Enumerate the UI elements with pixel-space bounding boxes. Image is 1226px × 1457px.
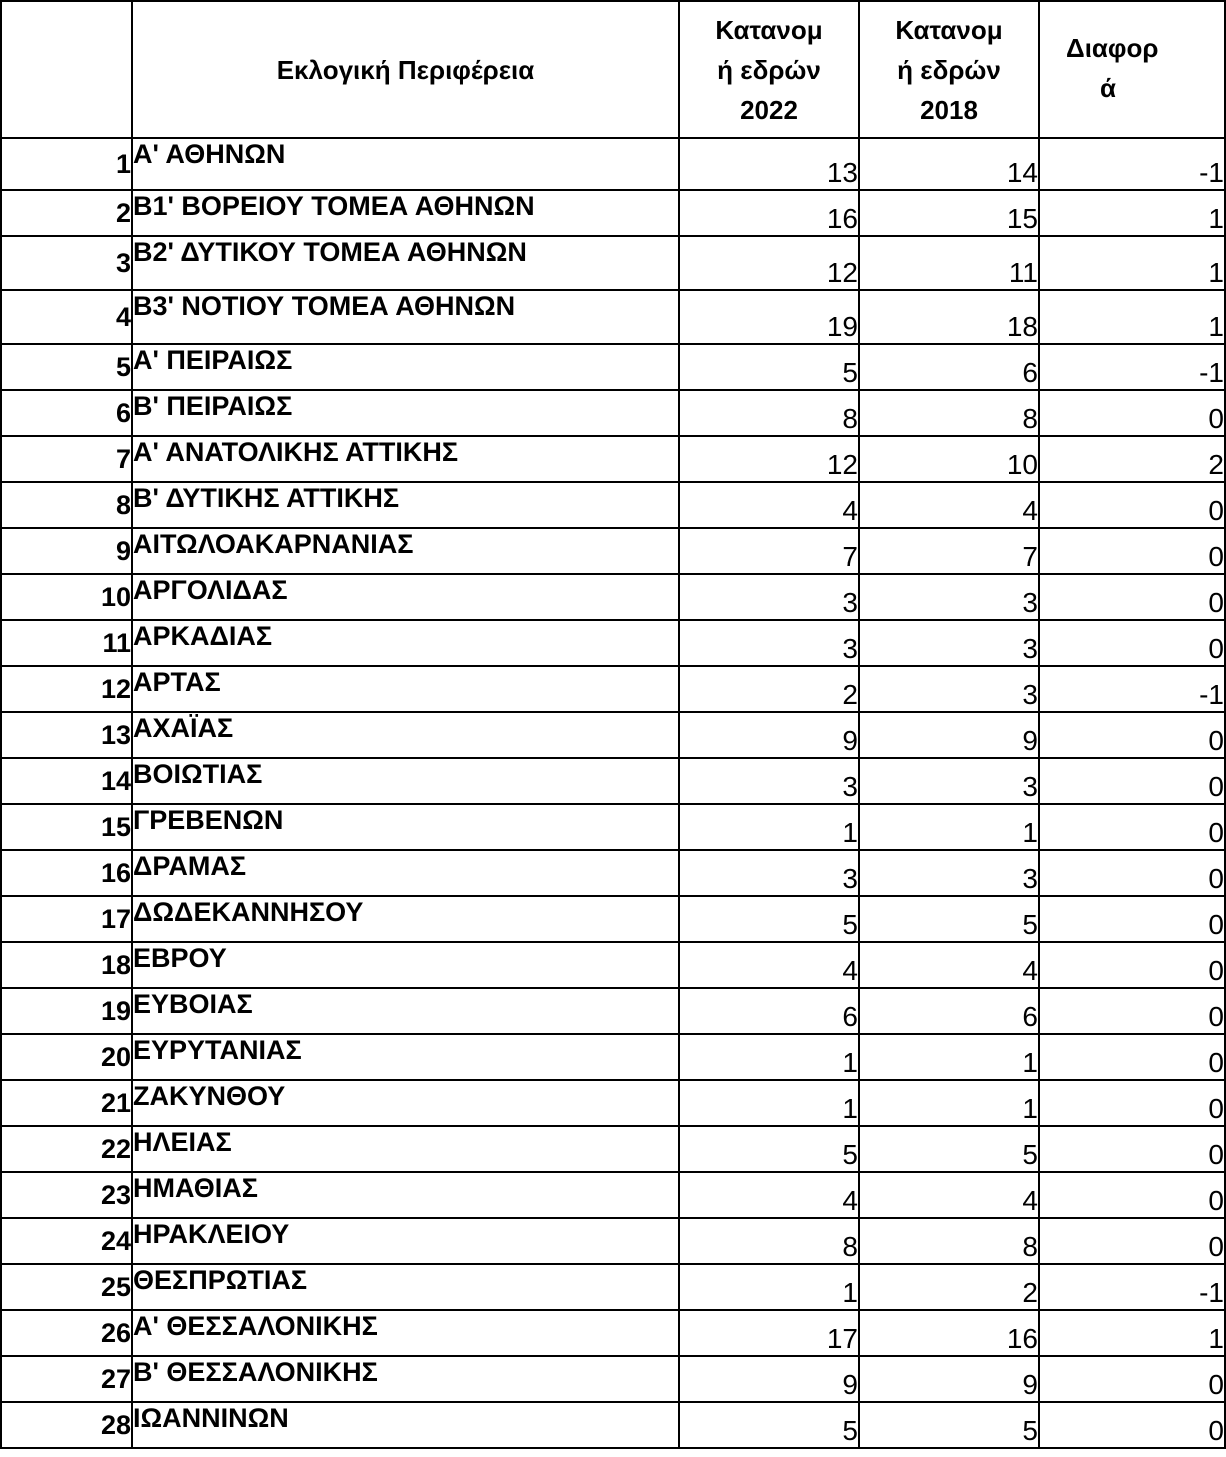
header-seats-2018 [859, 1, 1039, 138]
row-region-name: Α' ΠΕΙΡΑΙΩΣ [132, 344, 679, 390]
row-region-name: Α' ΑΘΗΝΩΝ [132, 138, 679, 190]
table-row [1, 942, 1225, 988]
row-index: 13 [1, 712, 132, 758]
row-seats-2018: 14 [859, 138, 1039, 190]
row-region-name: Α' ΘΕΣΣΑΛΟΝΙΚΗΣ [132, 1310, 679, 1356]
row-difference: 2 [1039, 436, 1225, 482]
table-row [1, 620, 1225, 666]
row-difference: 0 [1039, 1402, 1225, 1448]
row-seats-2022: 3 [679, 850, 859, 896]
row-region-name: ΗΜΑΘΙΑΣ [132, 1172, 679, 1218]
header-seats-2018-line: ή εδρών [897, 54, 1001, 85]
row-index: 8 [1, 482, 132, 528]
row-index: 28 [1, 1402, 132, 1448]
row-seats-2022: 1 [679, 1264, 859, 1310]
table-row [1, 758, 1225, 804]
row-seats-2022: 16 [679, 190, 859, 236]
row-difference: 0 [1039, 804, 1225, 850]
table-row [1, 1126, 1225, 1172]
row-difference: 0 [1039, 482, 1225, 528]
row-region-name: ΔΡΑΜΑΣ [132, 850, 679, 896]
header-row [1, 1, 1225, 138]
header-seats-2022-line: Κατανομ [715, 14, 823, 45]
row-seats-2022: 9 [679, 1356, 859, 1402]
row-seats-2018: 2 [859, 1264, 1039, 1310]
row-difference: 0 [1039, 1080, 1225, 1126]
row-seats-2022: 13 [679, 138, 859, 190]
row-index: 12 [1, 666, 132, 712]
row-region-name: ΘΕΣΠΡΩΤΙΑΣ [132, 1264, 679, 1310]
table-row [1, 712, 1225, 758]
row-index: 15 [1, 804, 132, 850]
row-index: 3 [1, 236, 132, 290]
row-index: 17 [1, 896, 132, 942]
row-seats-2022: 12 [679, 436, 859, 482]
header-region: Εκλογική Περιφέρεια [132, 1, 679, 138]
row-seats-2018: 3 [859, 850, 1039, 896]
row-index: 23 [1, 1172, 132, 1218]
row-difference: -1 [1039, 1264, 1225, 1310]
row-seats-2018: 4 [859, 942, 1039, 988]
row-index: 27 [1, 1356, 132, 1402]
row-seats-2018: 4 [859, 482, 1039, 528]
row-index: 10 [1, 574, 132, 620]
row-difference: 0 [1039, 1034, 1225, 1080]
table-row [1, 138, 1225, 190]
table-row [1, 1310, 1225, 1356]
table-row [1, 290, 1225, 344]
row-seats-2022: 1 [679, 804, 859, 850]
header-index [1, 1, 132, 138]
row-seats-2022: 5 [679, 1126, 859, 1172]
header-seats-2018-line: 2018 [920, 94, 978, 125]
row-seats-2022: 17 [679, 1310, 859, 1356]
row-seats-2018: 18 [859, 290, 1039, 344]
row-seats-2018: 6 [859, 344, 1039, 390]
row-seats-2022: 3 [679, 620, 859, 666]
row-seats-2022: 4 [679, 1172, 859, 1218]
row-difference: 1 [1039, 236, 1225, 290]
row-seats-2022: 4 [679, 482, 859, 528]
row-seats-2018: 1 [859, 1080, 1039, 1126]
row-index: 11 [1, 620, 132, 666]
row-seats-2022: 5 [679, 344, 859, 390]
row-region-name: ΑΙΤΩΛΟΑΚΑΡΝΑΝΙΑΣ [132, 528, 679, 574]
row-seats-2022: 5 [679, 896, 859, 942]
row-region-name: ΖΑΚΥΝΘΟΥ [132, 1080, 679, 1126]
row-difference: 1 [1039, 1310, 1225, 1356]
row-seats-2022: 19 [679, 290, 859, 344]
row-seats-2018: 8 [859, 390, 1039, 436]
row-seats-2018: 9 [859, 712, 1039, 758]
row-seats-2022: 1 [679, 1034, 859, 1080]
row-difference: 0 [1039, 390, 1225, 436]
row-index: 4 [1, 290, 132, 344]
row-seats-2018: 4 [859, 1172, 1039, 1218]
row-region-name: ΒΟΙΩΤΙΑΣ [132, 758, 679, 804]
row-seats-2022: 8 [679, 390, 859, 436]
row-difference: 0 [1039, 758, 1225, 804]
row-index: 19 [1, 988, 132, 1034]
row-seats-2022: 5 [679, 1402, 859, 1448]
row-difference: -1 [1039, 138, 1225, 190]
row-region-name: ΔΩΔΕΚΑΝΝΗΣΟΥ [132, 896, 679, 942]
row-difference: 0 [1039, 988, 1225, 1034]
row-index: 9 [1, 528, 132, 574]
row-difference: 0 [1039, 1218, 1225, 1264]
table-row [1, 236, 1225, 290]
row-seats-2018: 15 [859, 190, 1039, 236]
header-difference-line: ά [1100, 73, 1116, 103]
table-row [1, 988, 1225, 1034]
row-index: 25 [1, 1264, 132, 1310]
row-region-name: Α' ΑΝΑΤΟΛΙΚΗΣ ΑΤΤΙΚΗΣ [132, 436, 679, 482]
row-region-name: ΕΥΡΥΤΑΝΙΑΣ [132, 1034, 679, 1080]
row-difference: 0 [1039, 896, 1225, 942]
row-seats-2018: 3 [859, 758, 1039, 804]
row-index: 5 [1, 344, 132, 390]
row-seats-2018: 3 [859, 666, 1039, 712]
table-row [1, 1356, 1225, 1402]
table-row [1, 850, 1225, 896]
table-row [1, 1172, 1225, 1218]
row-index: 21 [1, 1080, 132, 1126]
row-seats-2022: 3 [679, 574, 859, 620]
row-index: 1 [1, 138, 132, 190]
row-seats-2022: 12 [679, 236, 859, 290]
row-index: 16 [1, 850, 132, 896]
row-region-name: Β2' ΔΥΤΙΚΟΥ ΤΟΜΕΑ ΑΘΗΝΩΝ [132, 236, 679, 290]
row-region-name: Β1' ΒΟΡΕΙΟΥ ΤΟΜΕΑ ΑΘΗΝΩΝ [132, 190, 679, 236]
row-index: 7 [1, 436, 132, 482]
row-region-name: ΗΡΑΚΛΕΙΟΥ [132, 1218, 679, 1264]
row-region-name: Β' ΠΕΙΡΑΙΩΣ [132, 390, 679, 436]
row-seats-2022: 7 [679, 528, 859, 574]
table-row [1, 574, 1225, 620]
row-region-name: Β' ΘΕΣΣΑΛΟΝΙΚΗΣ [132, 1356, 679, 1402]
table-row [1, 528, 1225, 574]
row-region-name: ΑΡΓΟΛΙΔΑΣ [132, 574, 679, 620]
header-seats-2022-line: 2022 [740, 94, 798, 125]
row-seats-2018: 5 [859, 1402, 1039, 1448]
table-row [1, 804, 1225, 850]
row-difference: 0 [1039, 528, 1225, 574]
header-difference [1039, 1, 1225, 138]
row-seats-2018: 11 [859, 236, 1039, 290]
row-seats-2018: 5 [859, 1126, 1039, 1172]
table-row [1, 1080, 1225, 1126]
row-index: 22 [1, 1126, 132, 1172]
row-seats-2018: 1 [859, 804, 1039, 850]
table-row [1, 344, 1225, 390]
row-difference: 0 [1039, 574, 1225, 620]
row-region-name: ΙΩΑΝΝΙΝΩΝ [132, 1402, 679, 1448]
row-seats-2022: 4 [679, 942, 859, 988]
table-row [1, 896, 1225, 942]
header-difference-line: Διαφορ [1066, 33, 1159, 63]
row-seats-2018: 3 [859, 620, 1039, 666]
row-region-name: Β3' ΝΟΤΙΟΥ ΤΟΜΕΑ ΑΘΗΝΩΝ [132, 290, 679, 344]
row-index: 2 [1, 190, 132, 236]
row-region-name: ΓΡΕΒΕΝΩΝ [132, 804, 679, 850]
row-region-name: ΑΡΤΑΣ [132, 666, 679, 712]
row-difference: 0 [1039, 1126, 1225, 1172]
header-seats-2018-line: Κατανομ [895, 14, 1003, 45]
row-seats-2018: 1 [859, 1034, 1039, 1080]
table-row [1, 482, 1225, 528]
row-difference: 0 [1039, 942, 1225, 988]
row-seats-2022: 6 [679, 988, 859, 1034]
row-difference: 0 [1039, 620, 1225, 666]
row-index: 14 [1, 758, 132, 804]
row-seats-2018: 3 [859, 574, 1039, 620]
header-seats-2022 [679, 1, 859, 138]
table-row [1, 666, 1225, 712]
row-region-name: ΗΛΕΙΑΣ [132, 1126, 679, 1172]
row-difference: 0 [1039, 1172, 1225, 1218]
row-seats-2022: 3 [679, 758, 859, 804]
row-region-name: Β' ΔΥΤΙΚΗΣ ΑΤΤΙΚΗΣ [132, 482, 679, 528]
row-difference: 0 [1039, 1356, 1225, 1402]
row-seats-2018: 16 [859, 1310, 1039, 1356]
row-difference: 1 [1039, 190, 1225, 236]
row-seats-2022: 8 [679, 1218, 859, 1264]
table-row [1, 1218, 1225, 1264]
row-index: 20 [1, 1034, 132, 1080]
row-seats-2022: 9 [679, 712, 859, 758]
row-index: 6 [1, 390, 132, 436]
table-row [1, 1034, 1225, 1080]
table-row [1, 390, 1225, 436]
row-seats-2018: 9 [859, 1356, 1039, 1402]
table-row [1, 1264, 1225, 1310]
table-row [1, 1402, 1225, 1448]
row-seats-2018: 7 [859, 528, 1039, 574]
header-seats-2022-line: ή εδρών [717, 54, 821, 85]
table-row [1, 190, 1225, 236]
row-region-name: ΑΧΑΪΑΣ [132, 712, 679, 758]
row-seats-2018: 5 [859, 896, 1039, 942]
row-seats-2018: 6 [859, 988, 1039, 1034]
row-index: 18 [1, 942, 132, 988]
table-row [1, 436, 1225, 482]
row-region-name: ΑΡΚΑΔΙΑΣ [132, 620, 679, 666]
row-difference: 1 [1039, 290, 1225, 344]
row-index: 24 [1, 1218, 132, 1264]
row-difference: -1 [1039, 344, 1225, 390]
row-seats-2018: 10 [859, 436, 1039, 482]
row-region-name: ΕΥΒΟΙΑΣ [132, 988, 679, 1034]
row-difference: 0 [1039, 712, 1225, 758]
row-seats-2018: 8 [859, 1218, 1039, 1264]
table-body [1, 138, 1225, 1448]
row-index: 26 [1, 1310, 132, 1356]
row-difference: 0 [1039, 850, 1225, 896]
row-seats-2022: 1 [679, 1080, 859, 1126]
row-seats-2022: 2 [679, 666, 859, 712]
row-difference: -1 [1039, 666, 1225, 712]
row-region-name: ΕΒΡΟΥ [132, 942, 679, 988]
